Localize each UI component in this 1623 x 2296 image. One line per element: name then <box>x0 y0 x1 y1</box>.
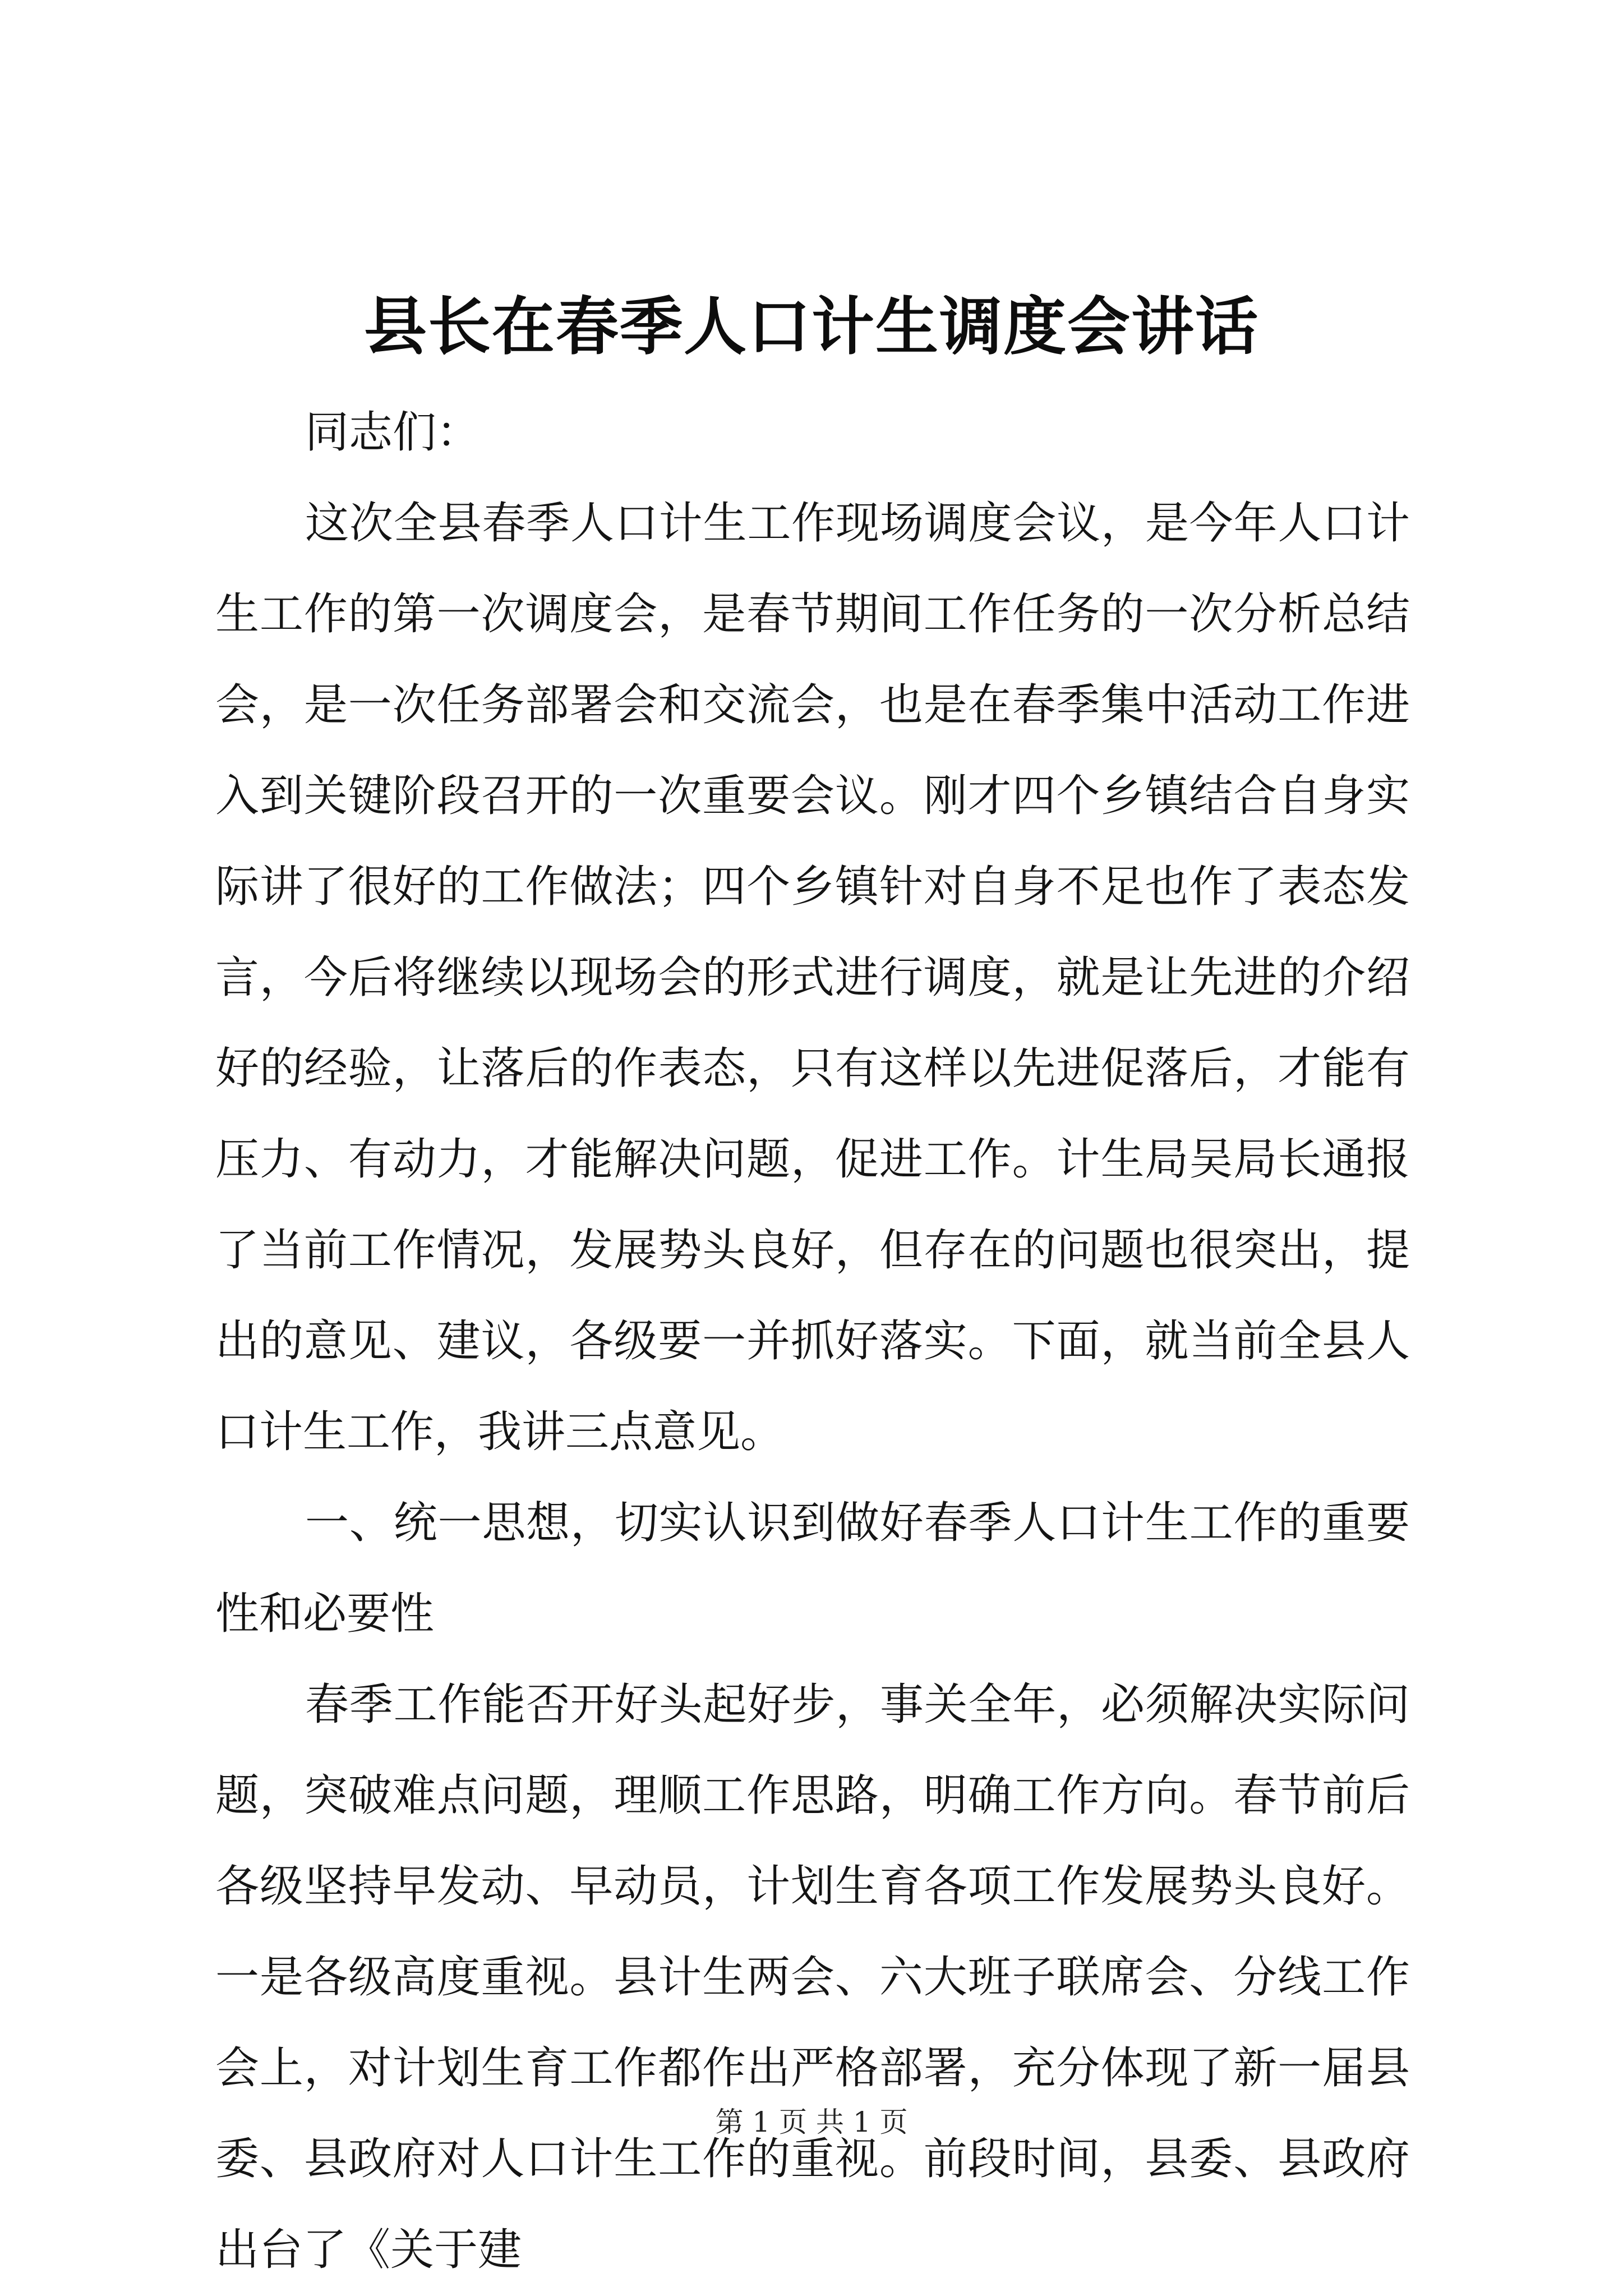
document-title: 县长在春季人口计生调度会讲话 <box>364 290 1259 364</box>
document-body <box>215 387 1410 2295</box>
section-heading: 一、统一思想，切实认识到做好春季人口计生工作的重要性和必要性 <box>215 1498 1410 1639</box>
page-footer: 第 1 页 共 1 页 <box>715 2106 908 2138</box>
intro-paragraph: 这次全县春季人口计生工作现场调度会议，是今年人口计生工作的第一次调度会，是春节期间工作任务的一次分析总结会，是一次任务部署会和交流会，也是在春季集中活动工作进入到关键阶段召开的一次重要会议。刚才四个乡镇结合自身实际讲了很好的工作做法；四个乡镇针对自身不足也作了表态发言，今后将继续以现场会的形式进行调度，就是让先进的介绍好的经验，让落后的作表态，只有这样以先进促落后，才能有压力、有动力，才能解决问题，促进工作。计生局吴局长通报了当前工作情况，发展势头良好，但存在的问题也很突出，提出的意见、建议，各级要一并抓好落实。下面，就当前全县人口计生工作，我讲三点意见。 <box>215 498 1410 1457</box>
salutation-paragraph: 同志们： <box>305 407 481 458</box>
body-paragraph: 春季工作能否开好头起好步，事关全年，必须解决实际问题，突破难点问题，理顺工作思路，明确工作方向。春节前后各级坚持早发动、早动员，计划生育各项工作发展势头良好。一是各级高度重视。县计生两会、六大班子联席会、分线工作会上，对计划生育工作都作出严格部署，充分体现了新一届县委、县政府对人口计生工作的重视。前段时间，县委、县政府出台了《关于建 <box>215 1680 1410 2275</box>
